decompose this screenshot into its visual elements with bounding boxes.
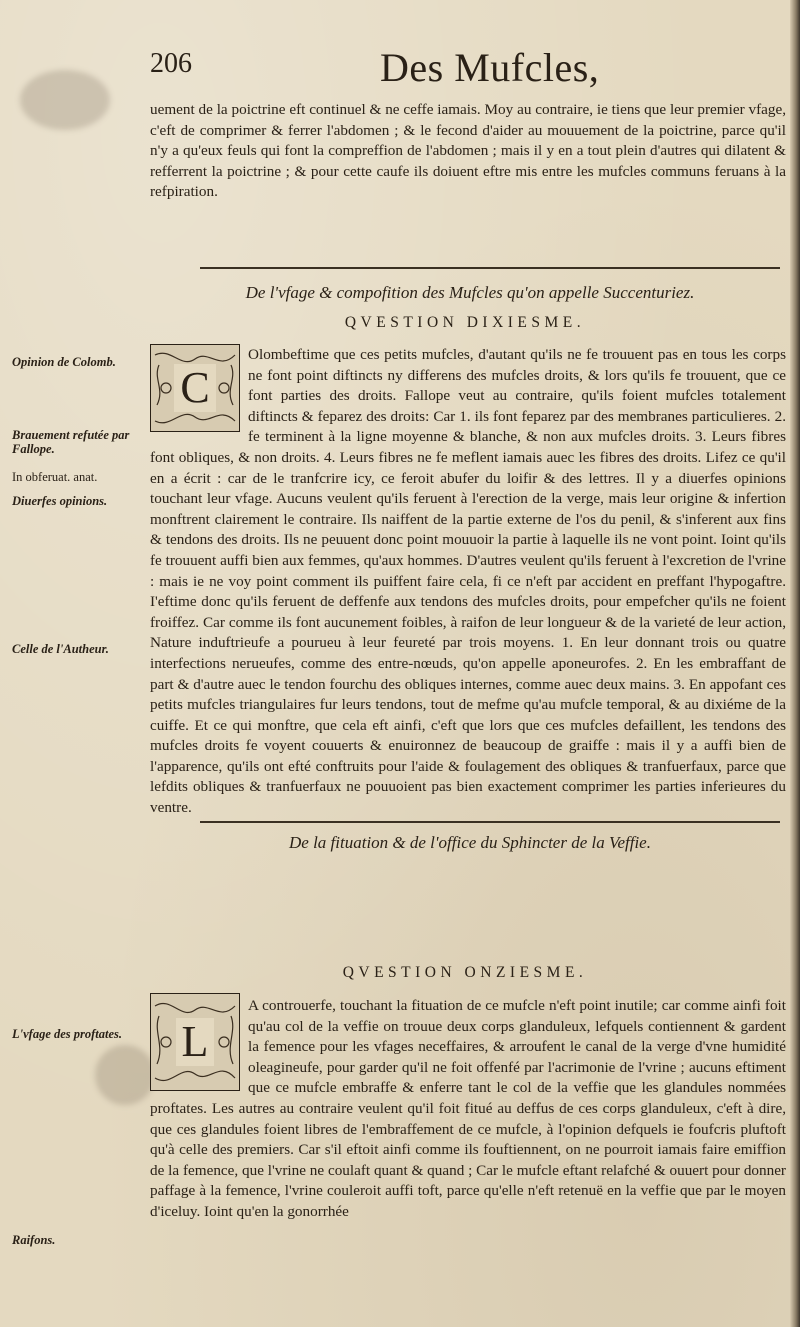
question-title: QVESTION ONZIESME.	[342, 964, 588, 981]
question-title: QVESTION DIXIESME.	[344, 314, 586, 331]
margin-note: Raifons.	[12, 1233, 56, 1247]
section-divider	[200, 267, 780, 269]
margin-note: Diuerfes opinions.	[12, 494, 108, 508]
drop-cap-spacer	[150, 345, 238, 431]
margin-note: Opinion de Colomb.	[12, 355, 116, 369]
page-edge	[790, 0, 800, 1327]
page-number: 206	[150, 48, 192, 79]
paragraph-text: uement de la poictrine eft continuel & ne ceffe iamais. Moy au contraire, ie tiens que leur premier vfage, c'eft de comprimer & ferrer l'abdomen ; & le fecond d'aider au mouuement de la poictrine, parce qu'il n'y a qu'eux feuls qui font la compreffion de l'abdomen ; mais il y en a tout plein d'autres qui dilatent & refferrent la poictrine ; & pour cette caufe ils doiuent eftre mis entre les mufcles communs feruans à la refpiration.	[150, 101, 786, 201]
running-title: Des Mufcles,	[380, 45, 600, 90]
section-divider	[200, 821, 780, 823]
paragraph-text: Olombeftime que ces petits mufcles, d'autant qu'ils ne fe trouuent pas en tous les corps ne font point diftincts ny differens des mufcles droits, & lors qu'ils fe trouuent, que ce font parties des droits. Fallope veut au contraire, qu'ils foient mufcles totalement diftincts & feparez des droits: Car 1. ils font feparez par des membranes particulieres. 2. fe terminent à la ligne moyenne & blanche, & non aux mufcles droits. 3. Leurs fibres font obliques, & non droits. 4. Leurs fibres ne fe meflent iamais auec les fibres des droits. Lifez ce qu'il en a écrit : car de le tranfcrire icy, ce feroit abufer du loifir & des lettres. Il y a diuerfes opinions touchant leur vfage. Aucuns veulent qu'ils feruent à l'erection de la verge, mais leur origine & infertion monftrent clairement le contraire. Ils naiffent de la partie externe de l'os du penil, & s'inferent aux fins & tendons des droits. Ils ne peuuent donc point mouuoir la partie à laquelle ils ne vont point. Ioint qu'ils fe trouuent auffi bien aux femmes, qu'aux hommes. D'autres veulent qu'ils feruent à l'excretion de l'vrine : mais ie ne voy point comment ils puiffent faire cela, fi ce n'eft par accident en preffant l'hypogaftre. I'eftime donc qu'ils feruent de deffenfe aux tendons des mufcles droits, pour empefcher qu'ils ne foient froiffez. Car comme ils font aucunement foibles, à raifon de leur longueur & de la varieté de leur action, Nature induftrieufe a pourueu à leur feureté par trois moyens. 1. En leur donnant trois ou quatre interfections nerueufes, comme des entre-nœuds, qu'on appelle aponeurofes. 2. En les embraffant de part & d'autre auec le tendon fourchu des obliques internes, comme auec deux mains. 3. En appofant ces petits mufcles triangulaires fur leurs tendons, tout de mefme qu'au mufcle temporal, & au dixiéme de la cuiffe. Et ce qui monftre, que cela eft ainfi, c'eft que lors que ces mufcles defaillent, les tendons des mufcles droits fe voyent couuerts & enuironnez de beaucoup de graiffe : mais il y a auffi bien de l'apparence, qu'ils ont efté conftruits pour l'aide & foulagement des obliques & tranfuerfaux, parce que lefdits obliques & tranfuerfaux ne pouuoient pas bien exactement comprimer les parties inferieures du ventre.	[150, 346, 786, 817]
section-heading: De la fituation & de l'office du Sphincter de la Veffie.	[289, 833, 651, 852]
paragraph-question-eleven	[150, 996, 786, 1223]
paragraph-text: A controuerfe, touchant la fituation de ce mufcle n'eft point inutile; car comme ainfi foit qu'au col de la veffie on trouue deux corps glanduleux, lefquels contiennent & gardent la femence pour les vfages neceffaires, & arroufent le canal de la verge d'vne humidité oleagineufe, pour garder qu'il ne foit offenfé par l'acrimonie de l'vrine ; aucuns eftiment que ce mufcle embraffe & enferre tant le col de la veffie que les glandules nommées proftates. Les autres au contraire veulent qu'il foit fitué au deffus de ces corps glanduleux, c'eft à dire, que ces glandules foient libres de l'embraffement de ce mufcle, à l'opinion defquels ie foufcris pluftoft qu'à celle des premiers. Car s'il eftoit ainfi comme ils fouftiennent, on ne pourroit iamais faire emiffion de la femence, que l'vrine ne coulaft quant & quand ; Car le mufcle eftant relafché & ouuert pour donner paffage à la femence, l'vrine couleroit auffi toft, parce qu'elle n'eft retenuë en la veffie que par le moyen d'iceluy. Ioint qu'en la gonorrhée	[150, 997, 786, 1220]
paragraph-question-ten	[150, 345, 786, 819]
margin-note: L'vfage des proftates.	[12, 1027, 123, 1041]
ink-smudge	[95, 1045, 155, 1105]
drop-cap-letter: C	[174, 364, 215, 412]
ink-smudge	[20, 70, 110, 130]
margin-note: In obferuat. anat.	[12, 470, 98, 484]
drop-cap-letter: L	[176, 1018, 215, 1066]
section-heading: De l'vfage & compofition des Mufcles qu'on appelle Succenturiez.	[245, 283, 695, 302]
drop-cap-spacer	[150, 996, 238, 1092]
margin-note: Brauement refutée par Fallope.	[12, 428, 130, 456]
page-header	[150, 44, 780, 94]
margin-note: Celle de l'Autheur.	[12, 642, 109, 656]
paragraph-intro	[150, 100, 786, 203]
